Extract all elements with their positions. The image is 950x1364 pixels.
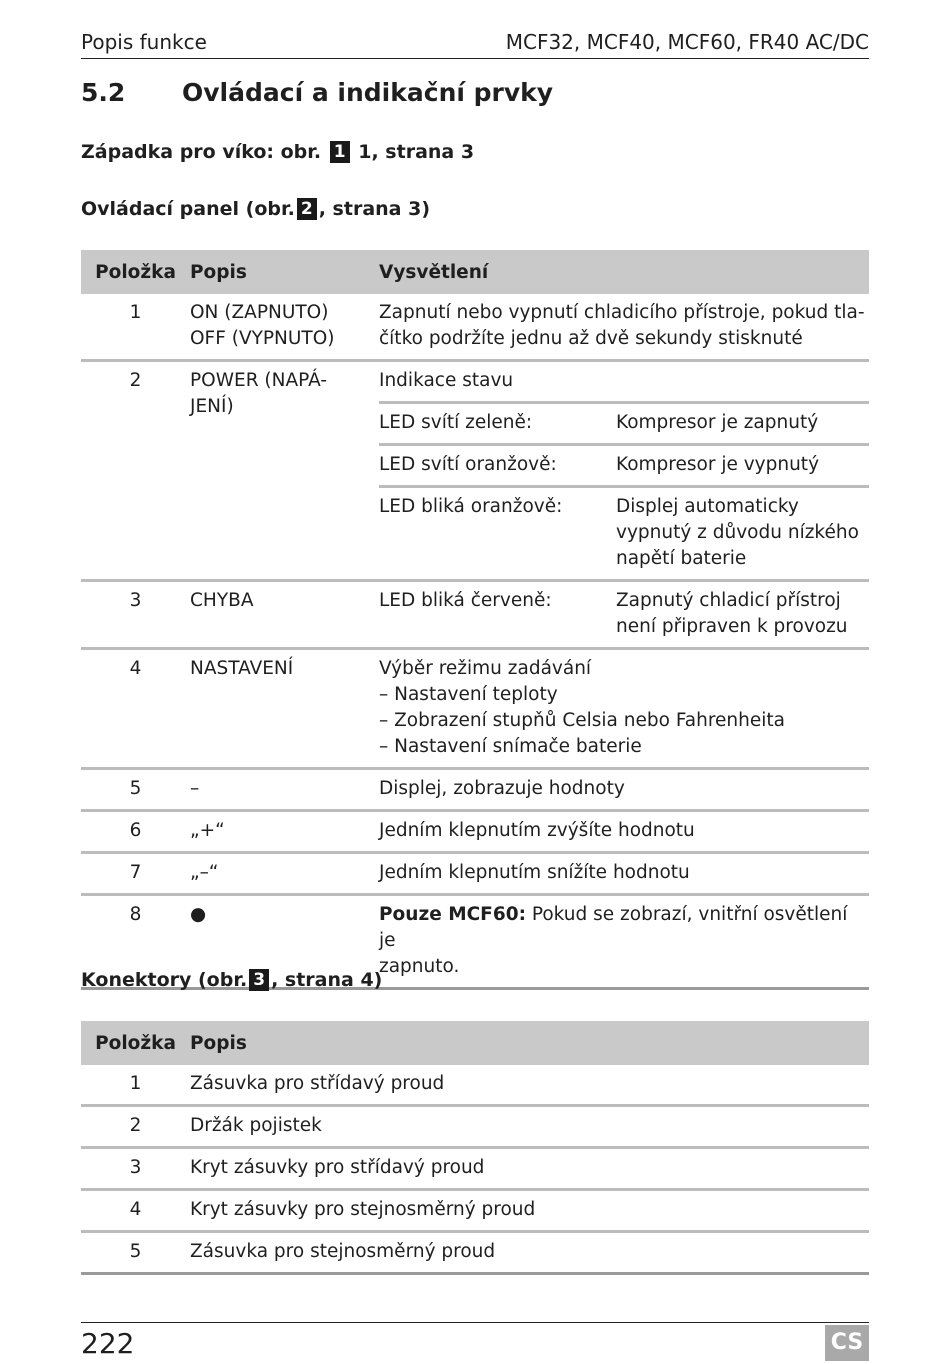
led-meaning: Kompresor je zapnutý: [616, 403, 869, 445]
item-explanation: Zapnutí nebo vypnutí chladicího přístroje, pokud tla- čítko podržíte jednu až dvě sekundy stisknuté: [379, 294, 869, 361]
table-row: [81, 1106, 869, 1148]
page-footer: [81, 1322, 869, 1360]
item-number: 4: [81, 1190, 190, 1232]
item-name: Držák pojistek: [190, 1106, 869, 1148]
item-number: 2: [81, 1106, 190, 1148]
table-row: [81, 581, 869, 649]
item-name: –: [190, 769, 379, 811]
col-header-item: Položka: [81, 250, 190, 294]
panel-heading-text: Ovládací panel (obr.: [81, 198, 295, 220]
table-row: [81, 1190, 869, 1232]
table-row: [81, 769, 869, 811]
led-state: LED bliká červeně:: [379, 581, 616, 649]
item-explanation: Výběr režimu zadávání – Nastavení teploty – Zobrazení stupňů Celsia nebo Fahrenheita – Nastavení snímače baterie: [379, 649, 869, 769]
item-number: 5: [81, 769, 190, 811]
table-row: [81, 294, 869, 361]
col-header-explain: Vysvětlení: [379, 250, 869, 294]
item-name: NASTAVENÍ: [190, 649, 379, 769]
led-meaning: Displej automaticky vypnutý z důvodu nízkého napětí baterie: [616, 487, 869, 581]
item-name: Kryt zásuvky pro stejnosměrný proud: [190, 1190, 869, 1232]
col-header-desc: Popis: [190, 250, 379, 294]
item-name: Zásuvka pro střídavý proud: [190, 1065, 869, 1106]
table-row: [81, 649, 869, 769]
item-number: 3: [81, 581, 190, 649]
connectors-table: [81, 1021, 869, 1275]
page-number: 222: [81, 1327, 135, 1360]
latch-heading-text: Západka pro víko: obr.: [81, 141, 322, 163]
table-row: [81, 853, 869, 895]
section-heading: Ovládací a indikační prvky: [182, 78, 554, 107]
item-name: Zásuvka pro stejnosměrný proud: [190, 1232, 869, 1274]
latch-heading-ref: 1, strana 3: [358, 141, 475, 163]
led-state: LED bliká oranžově:: [379, 487, 616, 581]
section-number: 5.2: [81, 78, 126, 107]
item-name: „–“: [190, 853, 379, 895]
table-row: [81, 1065, 869, 1106]
table-header-row: [81, 250, 869, 294]
connectors-heading-ref: , strana 4): [271, 969, 383, 991]
item-explanation: Pouze MCF60: Pokud se zobrazí, vnitřní osvětlení je zapnuto.: [379, 895, 869, 989]
item-number: 1: [81, 294, 190, 361]
bullet-icon: ●: [190, 895, 379, 989]
figure-box: 3: [249, 969, 269, 991]
item-explanation: Indikace stavu: [379, 370, 514, 391]
table-row: [81, 811, 869, 853]
item-explanation: Displej, zobrazuje hodnoty: [379, 769, 869, 811]
item-explanation: Jedním klepnutím snížíte hodnotu: [379, 853, 869, 895]
page-header: [81, 28, 869, 59]
header-chapter: Popis funkce: [81, 30, 207, 54]
language-badge: CS: [825, 1325, 869, 1361]
figure-box: 2: [297, 198, 317, 220]
led-state: LED svítí oranžově:: [379, 445, 616, 487]
connectors-heading-text: Konektory (obr.: [81, 969, 248, 991]
item-name: POWER (NAPÁ- JENÍ): [190, 361, 379, 581]
table-row: [81, 1232, 869, 1274]
item-name: CHYBA: [190, 581, 379, 649]
table-row: [81, 1148, 869, 1190]
item-number: 2: [81, 361, 190, 581]
item-number: 6: [81, 811, 190, 853]
item-explanation: Jedním klepnutím zvýšíte hodnotu: [379, 811, 869, 853]
item-name: ON (ZAPNUTO) OFF (VYPNUTO): [190, 294, 379, 361]
section-title: [81, 78, 553, 107]
figure-box: 1: [330, 141, 350, 163]
col-header-desc: Popis: [190, 1021, 869, 1065]
latch-heading: [81, 141, 474, 163]
item-number: 1: [81, 1065, 190, 1106]
item-number: 8: [81, 895, 190, 989]
item-name: Kryt zásuvky pro střídavý proud: [190, 1148, 869, 1190]
connectors-heading: [81, 969, 382, 991]
led-meaning: Zapnutý chladicí přístroj není připraven k provozu: [616, 581, 869, 649]
table-header-row: [81, 1021, 869, 1065]
item-number: 3: [81, 1148, 190, 1190]
led-meaning: Kompresor je vypnutý: [616, 445, 869, 487]
panel-heading: [81, 198, 430, 220]
panel-heading-ref: , strana 3): [318, 198, 431, 220]
led-state: LED svítí zeleně:: [379, 403, 616, 445]
item-number: 5: [81, 1232, 190, 1274]
item-number: 4: [81, 649, 190, 769]
item-number: 7: [81, 853, 190, 895]
header-models: MCF32, MCF40, MCF60, FR40 AC/DC: [505, 30, 869, 54]
item-name: „+“: [190, 811, 379, 853]
col-header-item: Položka: [81, 1021, 190, 1065]
table-row: [81, 361, 869, 403]
controls-table: [81, 250, 869, 990]
